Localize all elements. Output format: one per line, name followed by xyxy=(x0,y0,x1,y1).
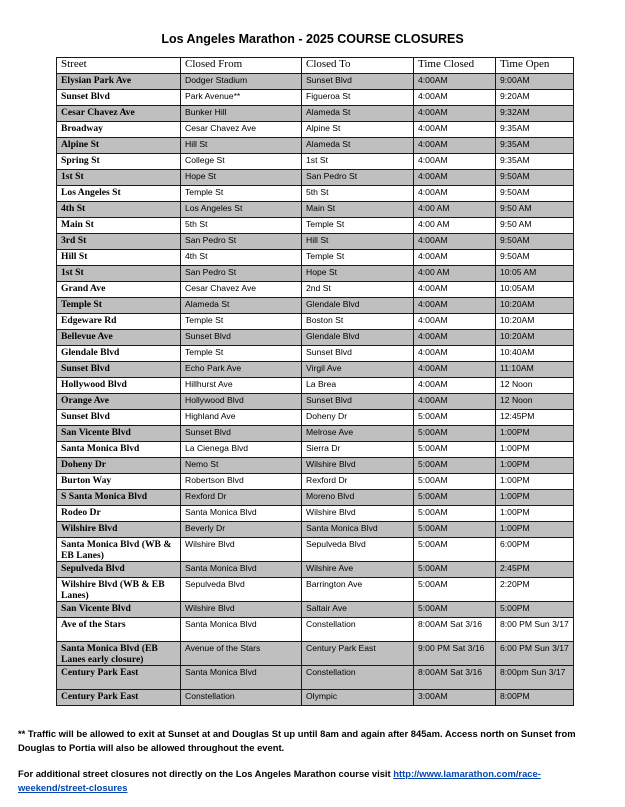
closed-from-cell: Alameda St xyxy=(181,298,302,314)
time-closed-cell: 5:00AM xyxy=(414,410,496,426)
time-open-cell: 1:00PM xyxy=(496,458,574,474)
column-header-time-closed: Time Closed xyxy=(414,58,496,74)
street-cell: 1st St xyxy=(57,266,181,282)
street-cell: Los Angeles St xyxy=(57,186,181,202)
street-cell: Cesar Chavez Ave xyxy=(57,106,181,122)
time-open-cell: 10:20AM xyxy=(496,314,574,330)
street-cell: 3rd St xyxy=(57,234,181,250)
time-closed-cell: 5:00AM xyxy=(414,562,496,578)
time-open-cell: 9:50AM xyxy=(496,186,574,202)
closed-from-cell: Hill St xyxy=(181,138,302,154)
closed-to-cell: Saltair Ave xyxy=(302,602,414,618)
table-row xyxy=(57,490,574,506)
closed-from-cell: 5th St xyxy=(181,218,302,234)
closed-to-cell: Alameda St xyxy=(302,106,414,122)
closed-from-cell: Sunset Blvd xyxy=(181,426,302,442)
time-closed-cell: 5:00AM xyxy=(414,506,496,522)
closed-to-cell: Hope St xyxy=(302,266,414,282)
table-row xyxy=(57,234,574,250)
time-closed-cell: 4:00AM xyxy=(414,282,496,298)
time-open-cell: 8:00PM xyxy=(496,690,574,706)
street-cell: Santa Monica Blvd xyxy=(57,442,181,458)
time-closed-cell: 4:00AM xyxy=(414,186,496,202)
closed-from-cell: Temple St xyxy=(181,346,302,362)
table-row xyxy=(57,538,574,562)
column-header-closed-from: Closed From xyxy=(181,58,302,74)
closed-from-cell: Sepulveda Blvd xyxy=(181,578,302,602)
table-row xyxy=(57,250,574,266)
table-row xyxy=(57,474,574,490)
table-row xyxy=(57,314,574,330)
closed-to-cell: San Pedro St xyxy=(302,170,414,186)
time-open-cell: 10:05 AM xyxy=(496,266,574,282)
street-cell: Sunset Blvd xyxy=(57,90,181,106)
street-cell: Edgeware Rd xyxy=(57,314,181,330)
time-open-cell: 2:45PM xyxy=(496,562,574,578)
closed-to-cell: Figueroa St xyxy=(302,90,414,106)
closed-from-cell: Echo Park Ave xyxy=(181,362,302,378)
time-open-cell: 6:00 PM Sun 3/17 xyxy=(496,642,574,666)
closed-from-cell: Temple St xyxy=(181,314,302,330)
time-closed-cell: 4:00 AM xyxy=(414,266,496,282)
closed-from-cell: Cesar Chavez Ave xyxy=(181,122,302,138)
street-cell: San Vicente Blvd xyxy=(57,602,181,618)
time-open-cell: 12:45PM xyxy=(496,410,574,426)
closed-to-cell: Sepulveda Blvd xyxy=(302,538,414,562)
time-closed-cell: 4:00AM xyxy=(414,90,496,106)
table-row xyxy=(57,602,574,618)
table-header-row xyxy=(57,58,574,74)
closed-to-cell: Santa Monica Blvd xyxy=(302,522,414,538)
street-cell: Wilshire Blvd xyxy=(57,522,181,538)
closed-to-cell: Melrose Ave xyxy=(302,426,414,442)
table-row xyxy=(57,298,574,314)
closed-from-cell: Wilshire Blvd xyxy=(181,538,302,562)
time-closed-cell: 8:00AM Sat 3/16 xyxy=(414,666,496,690)
closed-to-cell: Hill St xyxy=(302,234,414,250)
street-cell: Santa Monica Blvd (WB & EB Lanes) xyxy=(57,538,181,562)
table-row xyxy=(57,618,574,642)
time-open-cell: 9:35AM xyxy=(496,154,574,170)
more-info-text: For additional street closures not directly on the Los Angeles Marathon course visit xyxy=(18,768,394,779)
table-row xyxy=(57,170,574,186)
closed-from-cell: Nemo St xyxy=(181,458,302,474)
street-cell: Century Park East xyxy=(57,690,181,706)
street-cell: Hill St xyxy=(57,250,181,266)
table-row xyxy=(57,330,574,346)
time-closed-cell: 5:00AM xyxy=(414,522,496,538)
street-cell: Glendale Blvd xyxy=(57,346,181,362)
closed-from-cell: Rexford Dr xyxy=(181,490,302,506)
time-closed-cell: 4:00AM xyxy=(414,154,496,170)
street-cell: Main St xyxy=(57,218,181,234)
table-row xyxy=(57,426,574,442)
time-open-cell: 9:35AM xyxy=(496,122,574,138)
time-closed-cell: 4:00AM xyxy=(414,330,496,346)
time-open-cell: 9:50AM xyxy=(496,250,574,266)
time-open-cell: 9:20AM xyxy=(496,90,574,106)
closed-from-cell: La Cienega Blvd xyxy=(181,442,302,458)
closed-from-cell: Cesar Chavez Ave xyxy=(181,282,302,298)
time-open-cell: 10:40AM xyxy=(496,346,574,362)
closed-from-cell: Robertson Blvd xyxy=(181,474,302,490)
traffic-footnote: ** Traffic will be allowed to exit at Sunset at and Douglas St up until 8am and again after 845am. Access north on Sunset from Douglas to Portia will also be allowed throughout the event. xyxy=(18,728,576,753)
street-cell: Sunset Blvd xyxy=(57,410,181,426)
time-closed-cell: 5:00AM xyxy=(414,474,496,490)
time-open-cell: 1:00PM xyxy=(496,522,574,538)
closed-to-cell: Sunset Blvd xyxy=(302,346,414,362)
time-open-cell: 1:00PM xyxy=(496,426,574,442)
street-cell: San Vicente Blvd xyxy=(57,426,181,442)
street-cell: Broadway xyxy=(57,122,181,138)
time-open-cell: 1:00PM xyxy=(496,490,574,506)
closed-to-cell: La Brea xyxy=(302,378,414,394)
closed-from-cell: San Pedro St xyxy=(181,266,302,282)
time-closed-cell: 4:00AM xyxy=(414,378,496,394)
time-closed-cell: 4:00 AM xyxy=(414,202,496,218)
closed-to-cell: Alpine St xyxy=(302,122,414,138)
closed-from-cell: Santa Monica Blvd xyxy=(181,666,302,690)
street-cell: S Santa Monica Blvd xyxy=(57,490,181,506)
street-cell: Hollywood Blvd xyxy=(57,378,181,394)
closed-from-cell: Santa Monica Blvd xyxy=(181,618,302,642)
time-closed-cell: 5:00AM xyxy=(414,490,496,506)
closed-to-cell: Boston St xyxy=(302,314,414,330)
closed-to-cell: Sierra Dr xyxy=(302,442,414,458)
street-cell: Wilshire Blvd (WB & EB Lanes) xyxy=(57,578,181,602)
closed-to-cell: Sunset Blvd xyxy=(302,74,414,90)
time-closed-cell: 5:00AM xyxy=(414,578,496,602)
street-cell: Orange Ave xyxy=(57,394,181,410)
closed-to-cell: Temple St xyxy=(302,218,414,234)
time-closed-cell: 5:00AM xyxy=(414,458,496,474)
closed-to-cell: 5th St xyxy=(302,186,414,202)
closed-to-cell: Virgil Ave xyxy=(302,362,414,378)
street-cell: Spring St xyxy=(57,154,181,170)
table-row xyxy=(57,122,574,138)
closed-from-cell: 4th St xyxy=(181,250,302,266)
closed-from-cell: Los Angeles St xyxy=(181,202,302,218)
time-open-cell: 8:00pm Sun 3/17 xyxy=(496,666,574,690)
street-cell: Ave of the Stars xyxy=(57,618,181,642)
table-row xyxy=(57,362,574,378)
time-closed-cell: 4:00AM xyxy=(414,362,496,378)
time-open-cell: 1:00PM xyxy=(496,474,574,490)
table-row xyxy=(57,442,574,458)
street-cell: Bellevue Ave xyxy=(57,330,181,346)
closed-to-cell: Alameda St xyxy=(302,138,414,154)
table-row xyxy=(57,690,574,706)
street-cell: Grand Ave xyxy=(57,282,181,298)
time-closed-cell: 4:00AM xyxy=(414,74,496,90)
closed-from-cell: Santa Monica Blvd xyxy=(181,562,302,578)
closed-to-cell: Constellation xyxy=(302,618,414,642)
time-open-cell: 6:00PM xyxy=(496,538,574,562)
time-open-cell: 9:50 AM xyxy=(496,202,574,218)
table-row xyxy=(57,578,574,602)
time-closed-cell: 4:00AM xyxy=(414,122,496,138)
closed-to-cell: Rexford Dr xyxy=(302,474,414,490)
more-info-note xyxy=(18,767,608,795)
course-closures-table xyxy=(56,57,574,706)
time-closed-cell: 5:00AM xyxy=(414,538,496,562)
street-cell: 4th St xyxy=(57,202,181,218)
closed-to-cell: Barrington Ave xyxy=(302,578,414,602)
table-row xyxy=(57,410,574,426)
time-open-cell: 12 Noon xyxy=(496,394,574,410)
closed-to-cell: Century Park East xyxy=(302,642,414,666)
closed-to-cell: Glendale Blvd xyxy=(302,330,414,346)
time-closed-cell: 3:00AM xyxy=(414,690,496,706)
time-closed-cell: 4:00AM xyxy=(414,394,496,410)
time-closed-cell: 5:00AM xyxy=(414,442,496,458)
time-open-cell: 8:00 PM Sun 3/17 xyxy=(496,618,574,642)
column-header-closed-to: Closed To xyxy=(302,58,414,74)
closed-from-cell: Bunker Hill xyxy=(181,106,302,122)
street-closures-link[interactable]: http://www.lamarathon.com/race-weekend/street-closures xyxy=(18,768,541,793)
table-row xyxy=(57,154,574,170)
closed-from-cell: Highland Ave xyxy=(181,410,302,426)
time-closed-cell: 9:00 PM Sat 3/16 xyxy=(414,642,496,666)
closed-from-cell: Wilshire Blvd xyxy=(181,602,302,618)
table-row xyxy=(57,106,574,122)
closed-to-cell: Sunset Blvd xyxy=(302,394,414,410)
closed-to-cell: 2nd St xyxy=(302,282,414,298)
column-header-street: Street xyxy=(57,58,181,74)
time-closed-cell: 4:00 AM xyxy=(414,218,496,234)
table-row xyxy=(57,202,574,218)
table-row xyxy=(57,458,574,474)
time-open-cell: 10:20AM xyxy=(496,298,574,314)
street-cell: Doheny Dr xyxy=(57,458,181,474)
closed-from-cell: Sunset Blvd xyxy=(181,330,302,346)
time-open-cell: 9:50AM xyxy=(496,234,574,250)
closed-from-cell: Hollywood Blvd xyxy=(181,394,302,410)
street-cell: Temple St xyxy=(57,298,181,314)
closed-from-cell: Park Avenue** xyxy=(181,90,302,106)
closed-from-cell: Constellation xyxy=(181,690,302,706)
time-closed-cell: 5:00AM xyxy=(414,602,496,618)
closed-from-cell: Dodger Stadium xyxy=(181,74,302,90)
column-header-time-open: Time Open xyxy=(496,58,574,74)
closed-from-cell: Santa Monica Blvd xyxy=(181,506,302,522)
table-row xyxy=(57,346,574,362)
table-row xyxy=(57,74,574,90)
table-row xyxy=(57,522,574,538)
time-closed-cell: 5:00AM xyxy=(414,426,496,442)
closed-to-cell: Main St xyxy=(302,202,414,218)
table-row xyxy=(57,562,574,578)
closed-from-cell: Hope St xyxy=(181,170,302,186)
closed-to-cell: Wilshire Blvd xyxy=(302,506,414,522)
time-open-cell: 11:10AM xyxy=(496,362,574,378)
table-row xyxy=(57,282,574,298)
time-closed-cell: 4:00AM xyxy=(414,106,496,122)
table-row xyxy=(57,266,574,282)
table-row xyxy=(57,666,574,690)
page-title: Los Angeles Marathon - 2025 COURSE CLOSURES xyxy=(161,32,464,46)
time-open-cell: 9:50 AM xyxy=(496,218,574,234)
time-open-cell: 1:00PM xyxy=(496,442,574,458)
closed-to-cell: 1st St xyxy=(302,154,414,170)
time-closed-cell: 8:00AM Sat 3/16 xyxy=(414,618,496,642)
table-body xyxy=(57,74,574,706)
table-row xyxy=(57,378,574,394)
time-open-cell: 9:00AM xyxy=(496,74,574,90)
time-open-cell: 12 Noon xyxy=(496,378,574,394)
closed-to-cell: Constellation xyxy=(302,666,414,690)
table-row xyxy=(57,642,574,666)
time-open-cell: 5:00PM xyxy=(496,602,574,618)
time-closed-cell: 4:00AM xyxy=(414,314,496,330)
closed-to-cell: Doheny Dr xyxy=(302,410,414,426)
time-open-cell: 2:20PM xyxy=(496,578,574,602)
street-cell: Santa Monica Blvd (EB Lanes early closure) xyxy=(57,642,181,666)
time-open-cell: 1:00PM xyxy=(496,506,574,522)
closed-to-cell: Temple St xyxy=(302,250,414,266)
closed-to-cell: Wilshire Blvd xyxy=(302,458,414,474)
closed-from-cell: Temple St xyxy=(181,186,302,202)
table-row xyxy=(57,394,574,410)
street-cell: 1st St xyxy=(57,170,181,186)
table-row xyxy=(57,186,574,202)
time-closed-cell: 4:00AM xyxy=(414,250,496,266)
table-row xyxy=(57,138,574,154)
closed-from-cell: San Pedro St xyxy=(181,234,302,250)
time-closed-cell: 4:00AM xyxy=(414,298,496,314)
closed-from-cell: College St xyxy=(181,154,302,170)
street-cell: Elysian Park Ave xyxy=(57,74,181,90)
street-cell: Sepulveda Blvd xyxy=(57,562,181,578)
time-open-cell: 9:35AM xyxy=(496,138,574,154)
closed-from-cell: Avenue of the Stars xyxy=(181,642,302,666)
time-closed-cell: 4:00AM xyxy=(414,234,496,250)
closed-to-cell: Wilshire Ave xyxy=(302,562,414,578)
time-open-cell: 9:50AM xyxy=(496,170,574,186)
time-open-cell: 9:32AM xyxy=(496,106,574,122)
closed-from-cell: Hillhurst Ave xyxy=(181,378,302,394)
closed-to-cell: Glendale Blvd xyxy=(302,298,414,314)
time-closed-cell: 4:00AM xyxy=(414,138,496,154)
street-cell: Burton Way xyxy=(57,474,181,490)
time-closed-cell: 4:00AM xyxy=(414,170,496,186)
time-open-cell: 10:20AM xyxy=(496,330,574,346)
table-row xyxy=(57,90,574,106)
time-closed-cell: 4:00AM xyxy=(414,346,496,362)
street-cell: Rodeo Dr xyxy=(57,506,181,522)
street-cell: Sunset Blvd xyxy=(57,362,181,378)
closed-from-cell: Beverly Dr xyxy=(181,522,302,538)
closed-to-cell: Olympic xyxy=(302,690,414,706)
table-row xyxy=(57,506,574,522)
table-row xyxy=(57,218,574,234)
time-open-cell: 10:05AM xyxy=(496,282,574,298)
street-cell: Alpine St xyxy=(57,138,181,154)
street-cell: Century Park East xyxy=(57,666,181,690)
closed-to-cell: Moreno Blvd xyxy=(302,490,414,506)
